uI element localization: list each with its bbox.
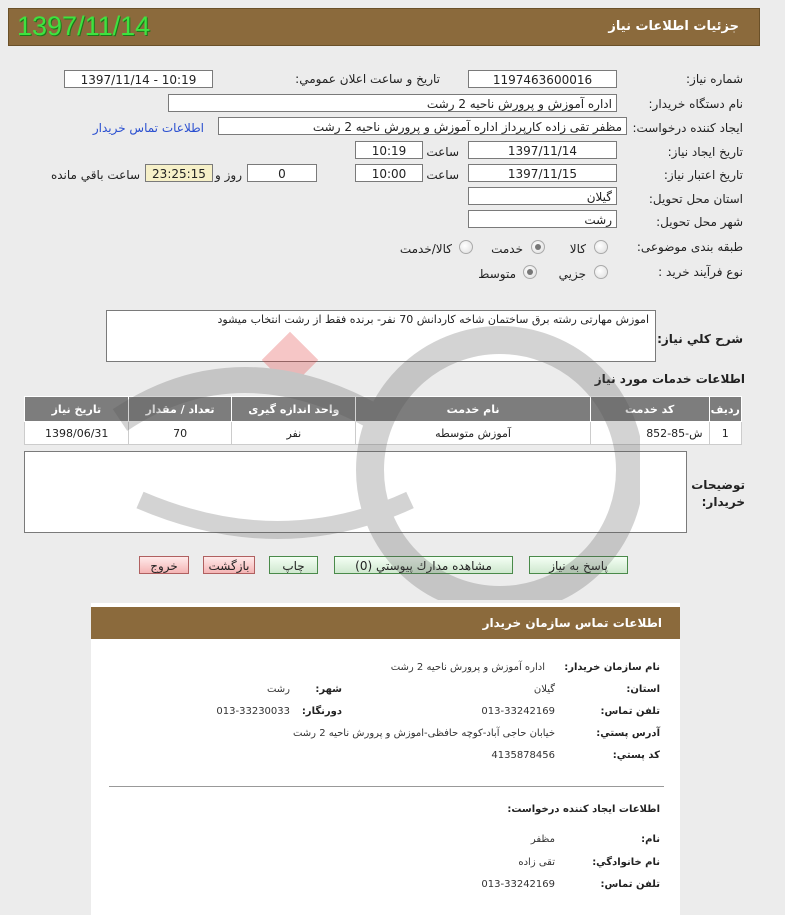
title-bar bbox=[8, 8, 760, 46]
col-name: نام خدمت bbox=[356, 397, 591, 422]
contact-org-value: اداره آموزش و پرورش ناحیه 2 رشت bbox=[390, 662, 545, 673]
creator-name-label: نام: bbox=[641, 834, 660, 845]
cat-goods-label: كالا bbox=[569, 242, 586, 256]
proc-medium-label: متوسط bbox=[478, 267, 516, 281]
created-time-label: ساعت bbox=[426, 145, 459, 159]
col-code: كد خدمت bbox=[590, 397, 709, 422]
cat-both-radio[interactable] bbox=[459, 240, 473, 254]
buyer-contact-panel bbox=[91, 603, 680, 915]
city-label: شهر محل تحويل: bbox=[656, 215, 743, 229]
cell-name: آموزش متوسطه bbox=[356, 422, 591, 445]
services-table bbox=[24, 396, 742, 445]
view-attachments-button[interactable]: مشاهده مدارك پيوستي (0) bbox=[334, 556, 513, 574]
valid-time-label: ساعت bbox=[426, 168, 459, 182]
contact-province-value: گیلان bbox=[533, 684, 555, 695]
creator-name-value: مظفر bbox=[530, 834, 555, 845]
page-title: جزئيات اطلاعات نياز bbox=[608, 19, 739, 34]
creator-phone-value: 013-33242169 bbox=[481, 879, 555, 890]
buyer-org-label: نام دستگاه خريدار: bbox=[648, 97, 743, 111]
process-label: نوع فرآيند خريد : bbox=[658, 265, 743, 279]
day-label: روز و bbox=[215, 168, 242, 182]
province-label: استان محل تحويل: bbox=[648, 192, 743, 206]
created-time-field[interactable]: 10:19 bbox=[355, 141, 423, 159]
creator-phone-label: تلفن تماس: bbox=[600, 879, 660, 890]
description-box[interactable] bbox=[106, 310, 656, 362]
buyer-contact-link[interactable]: اطلاعات تماس خريدار bbox=[92, 121, 204, 135]
contact-address-label: آدرس پستي: bbox=[596, 728, 660, 739]
col-date: تاريخ نياز bbox=[25, 397, 129, 422]
province-field[interactable]: گیلان bbox=[468, 187, 617, 205]
remaining-time-field: 23:25:15 bbox=[145, 164, 213, 182]
contact-org-label: نام سازمان خريدار: bbox=[564, 662, 660, 673]
contact-phone-label: تلفن تماس: bbox=[600, 706, 660, 717]
announce-label: تاريخ و ساعت اعلان عمومي: bbox=[295, 72, 440, 86]
reply-button[interactable]: پاسخ به نياز bbox=[529, 556, 628, 574]
print-button[interactable]: چاپ bbox=[269, 556, 318, 574]
buyer-notes-label-2: خريدار: bbox=[701, 495, 745, 509]
contact-city-label: شهر: bbox=[315, 684, 342, 695]
header-date: 1397/11/14 bbox=[17, 11, 151, 41]
cat-goods-radio[interactable] bbox=[594, 240, 608, 254]
contact-phone-value: 013-33242169 bbox=[481, 706, 555, 717]
contact-fax-value: 013-33230033 bbox=[216, 706, 290, 717]
cell-unit: نفر bbox=[232, 422, 356, 445]
exit-button[interactable]: خروج bbox=[139, 556, 189, 574]
valid-label: تاريخ اعتبار نياز: bbox=[663, 168, 743, 182]
creator-family-label: نام خانوادگي: bbox=[592, 857, 660, 868]
announce-field[interactable]: 1397/11/14 - 10:19 bbox=[64, 70, 213, 88]
cell-date: 1398/06/31 bbox=[25, 422, 129, 445]
buyer-notes-label-1: توضيحات bbox=[691, 478, 745, 492]
need-no-label: شماره نياز: bbox=[686, 72, 743, 86]
cat-service-radio[interactable] bbox=[531, 240, 545, 254]
created-label: تاريخ ايجاد نياز: bbox=[667, 145, 743, 159]
valid-time-field[interactable]: 10:00 bbox=[355, 164, 423, 182]
back-button[interactable]: بازگشت bbox=[203, 556, 255, 574]
buyer-notes-box[interactable] bbox=[24, 451, 687, 533]
cell-code: ش-85-852 bbox=[590, 422, 709, 445]
created-date-field[interactable]: 1397/11/14 bbox=[468, 141, 617, 159]
creator-family-value: تقی زاده bbox=[518, 857, 555, 868]
contact-city-value: رشت bbox=[266, 684, 290, 695]
remaining-label: ساعت باقي مانده bbox=[50, 168, 140, 182]
description-text: اموزش مهارتی رشته برق ساختمان شاخه کاردانش 70 نفر- برنده فقط از رشت انتخاب میشود bbox=[217, 313, 649, 326]
buyer-org-field[interactable]: اداره آموزش و پرورش ناحیه 2 رشت bbox=[168, 94, 617, 112]
cell-qty: 70 bbox=[128, 422, 232, 445]
proc-partial-label: جزيي bbox=[558, 267, 586, 281]
description-label: شرح كلي نياز: bbox=[657, 332, 743, 346]
contact-postal-value: 4135878456 bbox=[491, 750, 555, 761]
col-unit: واحد اندازه گيری bbox=[232, 397, 356, 422]
contact-divider bbox=[109, 786, 664, 787]
table-row bbox=[25, 422, 742, 445]
services-title: اطلاعات خدمات مورد نياز bbox=[594, 372, 745, 386]
city-field[interactable]: رشت bbox=[468, 210, 617, 228]
contact-address-value: خیابان حاجی آباد-کوچه حافظی-اموزش و پرورش ناحیه 2 رشت bbox=[292, 728, 555, 739]
requester-field[interactable]: مظفر تقی زاده کارپرداز اداره آموزش و پرورش ناحیه 2 رشت bbox=[218, 117, 627, 135]
valid-date-field[interactable]: 1397/11/15 bbox=[468, 164, 617, 182]
col-index: رديف bbox=[709, 397, 741, 422]
days-field[interactable]: 0 bbox=[247, 164, 317, 182]
proc-medium-radio[interactable] bbox=[523, 265, 537, 279]
col-qty: تعداد / مقدار bbox=[128, 397, 232, 422]
contact-title: اطلاعات تماس سازمان خريدار bbox=[482, 616, 662, 630]
category-label: طبقه بندی موضوعی: bbox=[636, 240, 743, 254]
cell-index: 1 bbox=[709, 422, 741, 445]
need-no-field[interactable]: 1197463600016 bbox=[468, 70, 617, 88]
contact-header bbox=[91, 607, 680, 639]
proc-partial-radio[interactable] bbox=[594, 265, 608, 279]
requester-label: ايجاد كننده درخواست: bbox=[632, 121, 743, 135]
creator-title: اطلاعات ايجاد كننده درخواست: bbox=[507, 804, 660, 815]
cat-both-label: كالا/خدمت bbox=[399, 242, 452, 256]
contact-postal-label: كد پستي: bbox=[612, 750, 660, 761]
contact-province-label: استان: bbox=[626, 684, 660, 695]
contact-fax-label: دورنگار: bbox=[301, 706, 342, 717]
cat-service-label: خدمت bbox=[491, 242, 523, 256]
